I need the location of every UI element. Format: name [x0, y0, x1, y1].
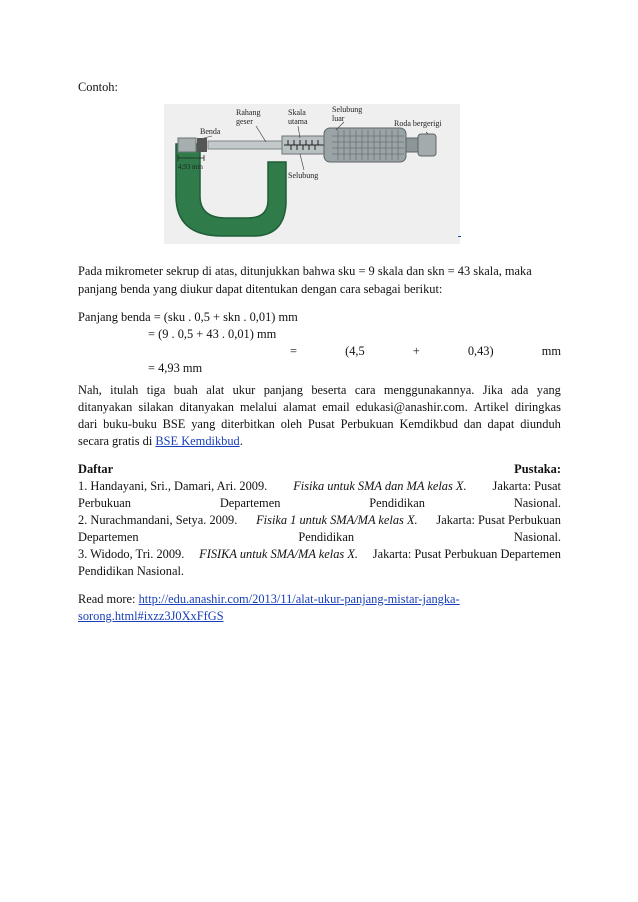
- micrometer-illustration: [164, 104, 460, 244]
- word: Artikel: [473, 400, 509, 414]
- thimble: [324, 128, 406, 162]
- readmore-link-continued[interactable]: sorong.html#ixzz3J0XxFfGS: [78, 609, 224, 623]
- bse-kemdikbud-link[interactable]: BSE Kemdikbud: [155, 434, 240, 448]
- label-geser: geser: [236, 117, 253, 126]
- word: Pendidikan: [369, 496, 425, 510]
- anvil: [178, 138, 196, 152]
- closing-line-4: [78, 432, 561, 450]
- word: buah: [173, 383, 198, 397]
- references-heading-right: Pustaka:: [514, 462, 561, 476]
- ratchet-stem: [406, 138, 418, 152]
- word: diterbitkan: [221, 417, 275, 431]
- word: alamat: [283, 400, 317, 414]
- word: cara: [354, 383, 376, 397]
- word: ditanyakan: [179, 400, 234, 414]
- ref-1-line-1: [78, 477, 561, 495]
- word: Nasional.: [513, 530, 561, 544]
- calc-unit: mm: [541, 344, 561, 358]
- spindle: [208, 141, 284, 149]
- label-selubung: Selubung: [288, 171, 319, 180]
- word: Perbukuan: [78, 496, 131, 510]
- ref-1-title: Fisika untuk SMA dan MA kelas X.: [293, 479, 467, 493]
- ref-2-author: 2. Nurachmandani, Setya. 2009.: [78, 513, 238, 527]
- word: Departemen: [219, 496, 281, 510]
- word: Jika: [482, 383, 503, 397]
- calc-eq: =: [290, 344, 297, 358]
- label-utama: utama: [288, 117, 308, 126]
- word: buku-buku: [103, 417, 157, 431]
- measurement-label: 4,93 mm: [178, 163, 203, 171]
- word: melalui: [239, 400, 278, 414]
- word: yang: [536, 383, 561, 397]
- word: Departemen: [78, 530, 139, 544]
- object-block: [197, 138, 207, 152]
- word: dapat: [487, 417, 515, 431]
- intro-line-1: [78, 262, 561, 280]
- word: oleh: [280, 417, 303, 431]
- word: Nah,: [78, 383, 102, 397]
- word: email: [322, 400, 350, 414]
- label-selubung-luar-2: luar: [332, 114, 345, 123]
- word: alat: [206, 383, 225, 397]
- word: silakan: [138, 400, 174, 414]
- word: BSE: [162, 417, 186, 431]
- word: Perbukuan: [340, 417, 394, 431]
- calc-line-1: Panjang benda = (sku . 0,5 + skn . 0,01) mm: [78, 310, 298, 324]
- readmore-line-1: [78, 590, 561, 608]
- label-selubung-luar-1: Selubung: [332, 105, 363, 114]
- ref-1-line-2: [78, 494, 561, 512]
- closing-line-1: [78, 381, 561, 399]
- calc-line-4: = 4,93 mm: [148, 361, 203, 375]
- ref-2-line-1: [78, 511, 561, 529]
- calc-a: (4,5: [345, 344, 365, 358]
- readmore-label: Read more:: [78, 592, 139, 606]
- word: Kemdikbud: [399, 417, 458, 431]
- word: panjang: [263, 383, 303, 397]
- calc-plus: +: [412, 344, 420, 358]
- ref-2-line-2: [78, 528, 561, 546]
- ref-3-author: 3. Widodo, Tri. 2009.: [78, 547, 185, 561]
- micrometer-figure: [164, 104, 460, 244]
- word: diringkas: [514, 400, 561, 414]
- ref-1-author: 1. Handayani, Sri., Damari, Ari. 2009.: [78, 479, 268, 493]
- word: dan: [463, 417, 482, 431]
- ref-3-publisher: Jakarta: Pusat Perbukuan Departemen: [372, 547, 561, 561]
- ref-2-publisher: Jakarta: Pusat Perbukuan: [436, 513, 561, 527]
- word: Pendidikan: [298, 530, 355, 544]
- word: menggunakannya.: [383, 383, 475, 397]
- word: tiga: [146, 383, 166, 397]
- ref-1-publisher: Jakarta: Pusat: [492, 479, 561, 493]
- label-rahang: Rahang: [236, 108, 261, 117]
- word: Nasional.: [513, 496, 561, 510]
- example-heading: Contoh:: [78, 80, 118, 94]
- word: beserta: [311, 383, 347, 397]
- closing-line-2: [78, 398, 561, 416]
- word: ditanyakan: [78, 400, 133, 414]
- calc-b: 0,43): [467, 344, 494, 358]
- word: itulah: [110, 383, 139, 397]
- label-skala: Skala: [288, 108, 306, 117]
- word: Pusat: [307, 417, 335, 431]
- intro-text-1: Pada mikrometer sekrup di atas, ditunjukkan bahwa sku = 9 skala dan skn = 43 skala, maka: [78, 264, 532, 278]
- ref-3-title: FISIKA untuk SMA/MA kelas X.: [199, 547, 358, 561]
- word: ukur: [232, 383, 256, 397]
- calc-line-2: = (9 . 0,5 + 43 . 0,01) mm: [148, 327, 277, 341]
- readmore-line-2: [78, 607, 561, 625]
- ref-3-line-2: Pendidikan Nasional.: [78, 564, 184, 578]
- references-heading: [78, 460, 561, 478]
- closing-text: secara gratis di: [78, 434, 156, 448]
- label-benda: Benda: [200, 127, 221, 136]
- ratchet-knob: [418, 134, 436, 156]
- references-heading-left: Daftar: [78, 462, 114, 476]
- readmore-link[interactable]: http://edu.anashir.com/2013/11/alat-ukur-panjang-mistar-jangka-: [138, 592, 460, 606]
- word: diunduh: [520, 417, 561, 431]
- link-marker: [458, 236, 461, 237]
- closing-line-3: [78, 415, 561, 433]
- word: dari: [78, 417, 98, 431]
- ref-3-line-1: [78, 545, 561, 563]
- ref-2-title: Fisika 1 untuk SMA/MA kelas X.: [256, 513, 418, 527]
- calc-line-3: [290, 342, 561, 360]
- word: yang: [191, 417, 216, 431]
- period: .: [239, 434, 243, 448]
- word: ada: [511, 383, 529, 397]
- intro-line-2: panjang benda yang diukur dapat ditentukan dengan cara sebagai berikut:: [78, 282, 443, 296]
- email-text: edukasi@anashir.com.: [355, 400, 468, 414]
- label-roda-bergerigi: Roda bergerigi: [394, 119, 442, 128]
